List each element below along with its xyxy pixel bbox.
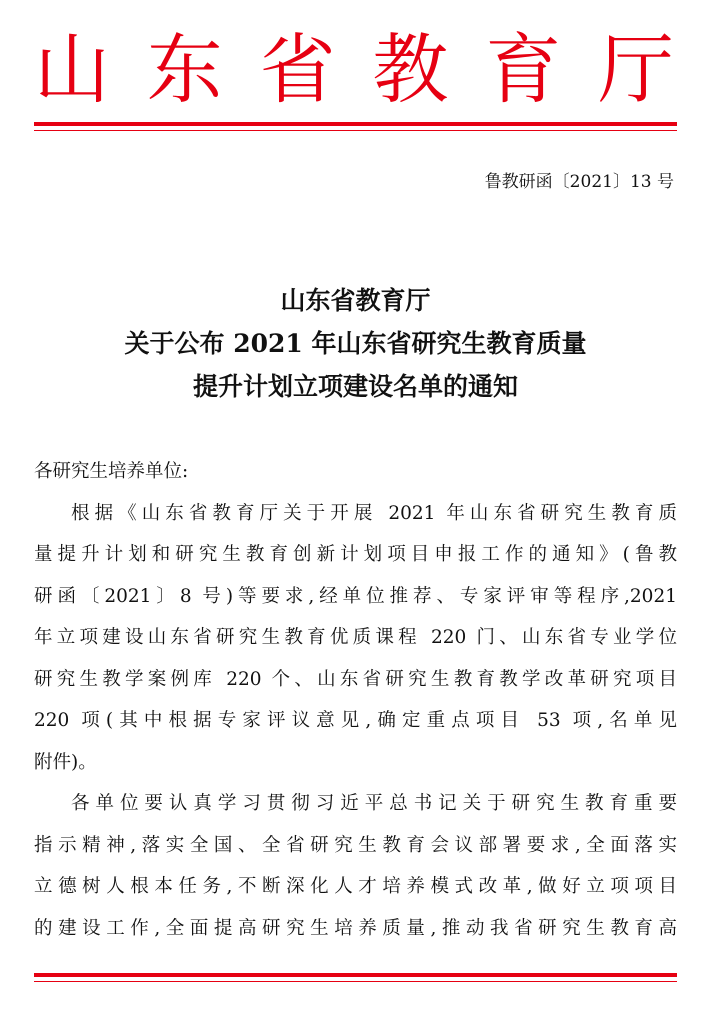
body-line: 年立项建设山东省研究生教育优质课程 220 门、山东省专业学位 [34,627,677,648]
body-line: 指示精神,落实全国、全省研究生教育会议部署要求,全面落实 [34,834,677,856]
salutation: 各研究生培养单位: [34,461,189,482]
footer-divider-thin [34,981,677,982]
masthead-char: 省 [259,25,336,114]
body-line: 研究生教学案例库 220 个、山东省研究生教育教学改革研究项目 [34,668,677,690]
footer-divider-thick [34,973,677,977]
masthead-divider-thick [34,122,677,126]
title-line: 山东省教育厅 [280,286,431,315]
document-body [34,451,677,949]
masthead-char: 育 [485,25,562,114]
body-line: 研函〔2021〕8 号)等要求,经单位推荐、专家评审等程序,2021 [34,585,677,607]
body-line: 立德树人根本任务,不断深化人才培养模式改革,做好立项项目 [34,876,677,897]
body-line: 各单位要认真学习贯彻习近平总书记关于研究生教育重要 [71,793,677,814]
title-line: 关于公布 2021 年山东省研究生教育质量 [124,329,587,358]
body-line: 的建设工作,全面提高研究生培养质量,推动我省研究生教育高 [34,917,677,939]
document-title [34,279,677,408]
masthead-divider-thin [34,130,677,131]
masthead-char: 东 [146,25,223,114]
body-line: 附件)。 [34,751,97,773]
body-line: 根据《山东省教育厅关于开展 2021 年山东省研究生教育质 [71,502,677,524]
body-line: 量提升计划和研究生教育创新计划项目申报工作的通知》(鲁教 [34,544,677,565]
title-line: 提升计划立项建设名单的通知 [192,372,518,401]
masthead-char: 厅 [597,25,674,114]
masthead-title [34,25,674,114]
masthead-char: 山 [34,25,110,114]
masthead-char: 教 [372,25,449,114]
body-line: 220 项(其中根据专家评议意见,确定重点项目 53 项,名单见 [34,710,677,731]
document-number: 鲁教研函〔2021〕13 号 [484,172,674,192]
